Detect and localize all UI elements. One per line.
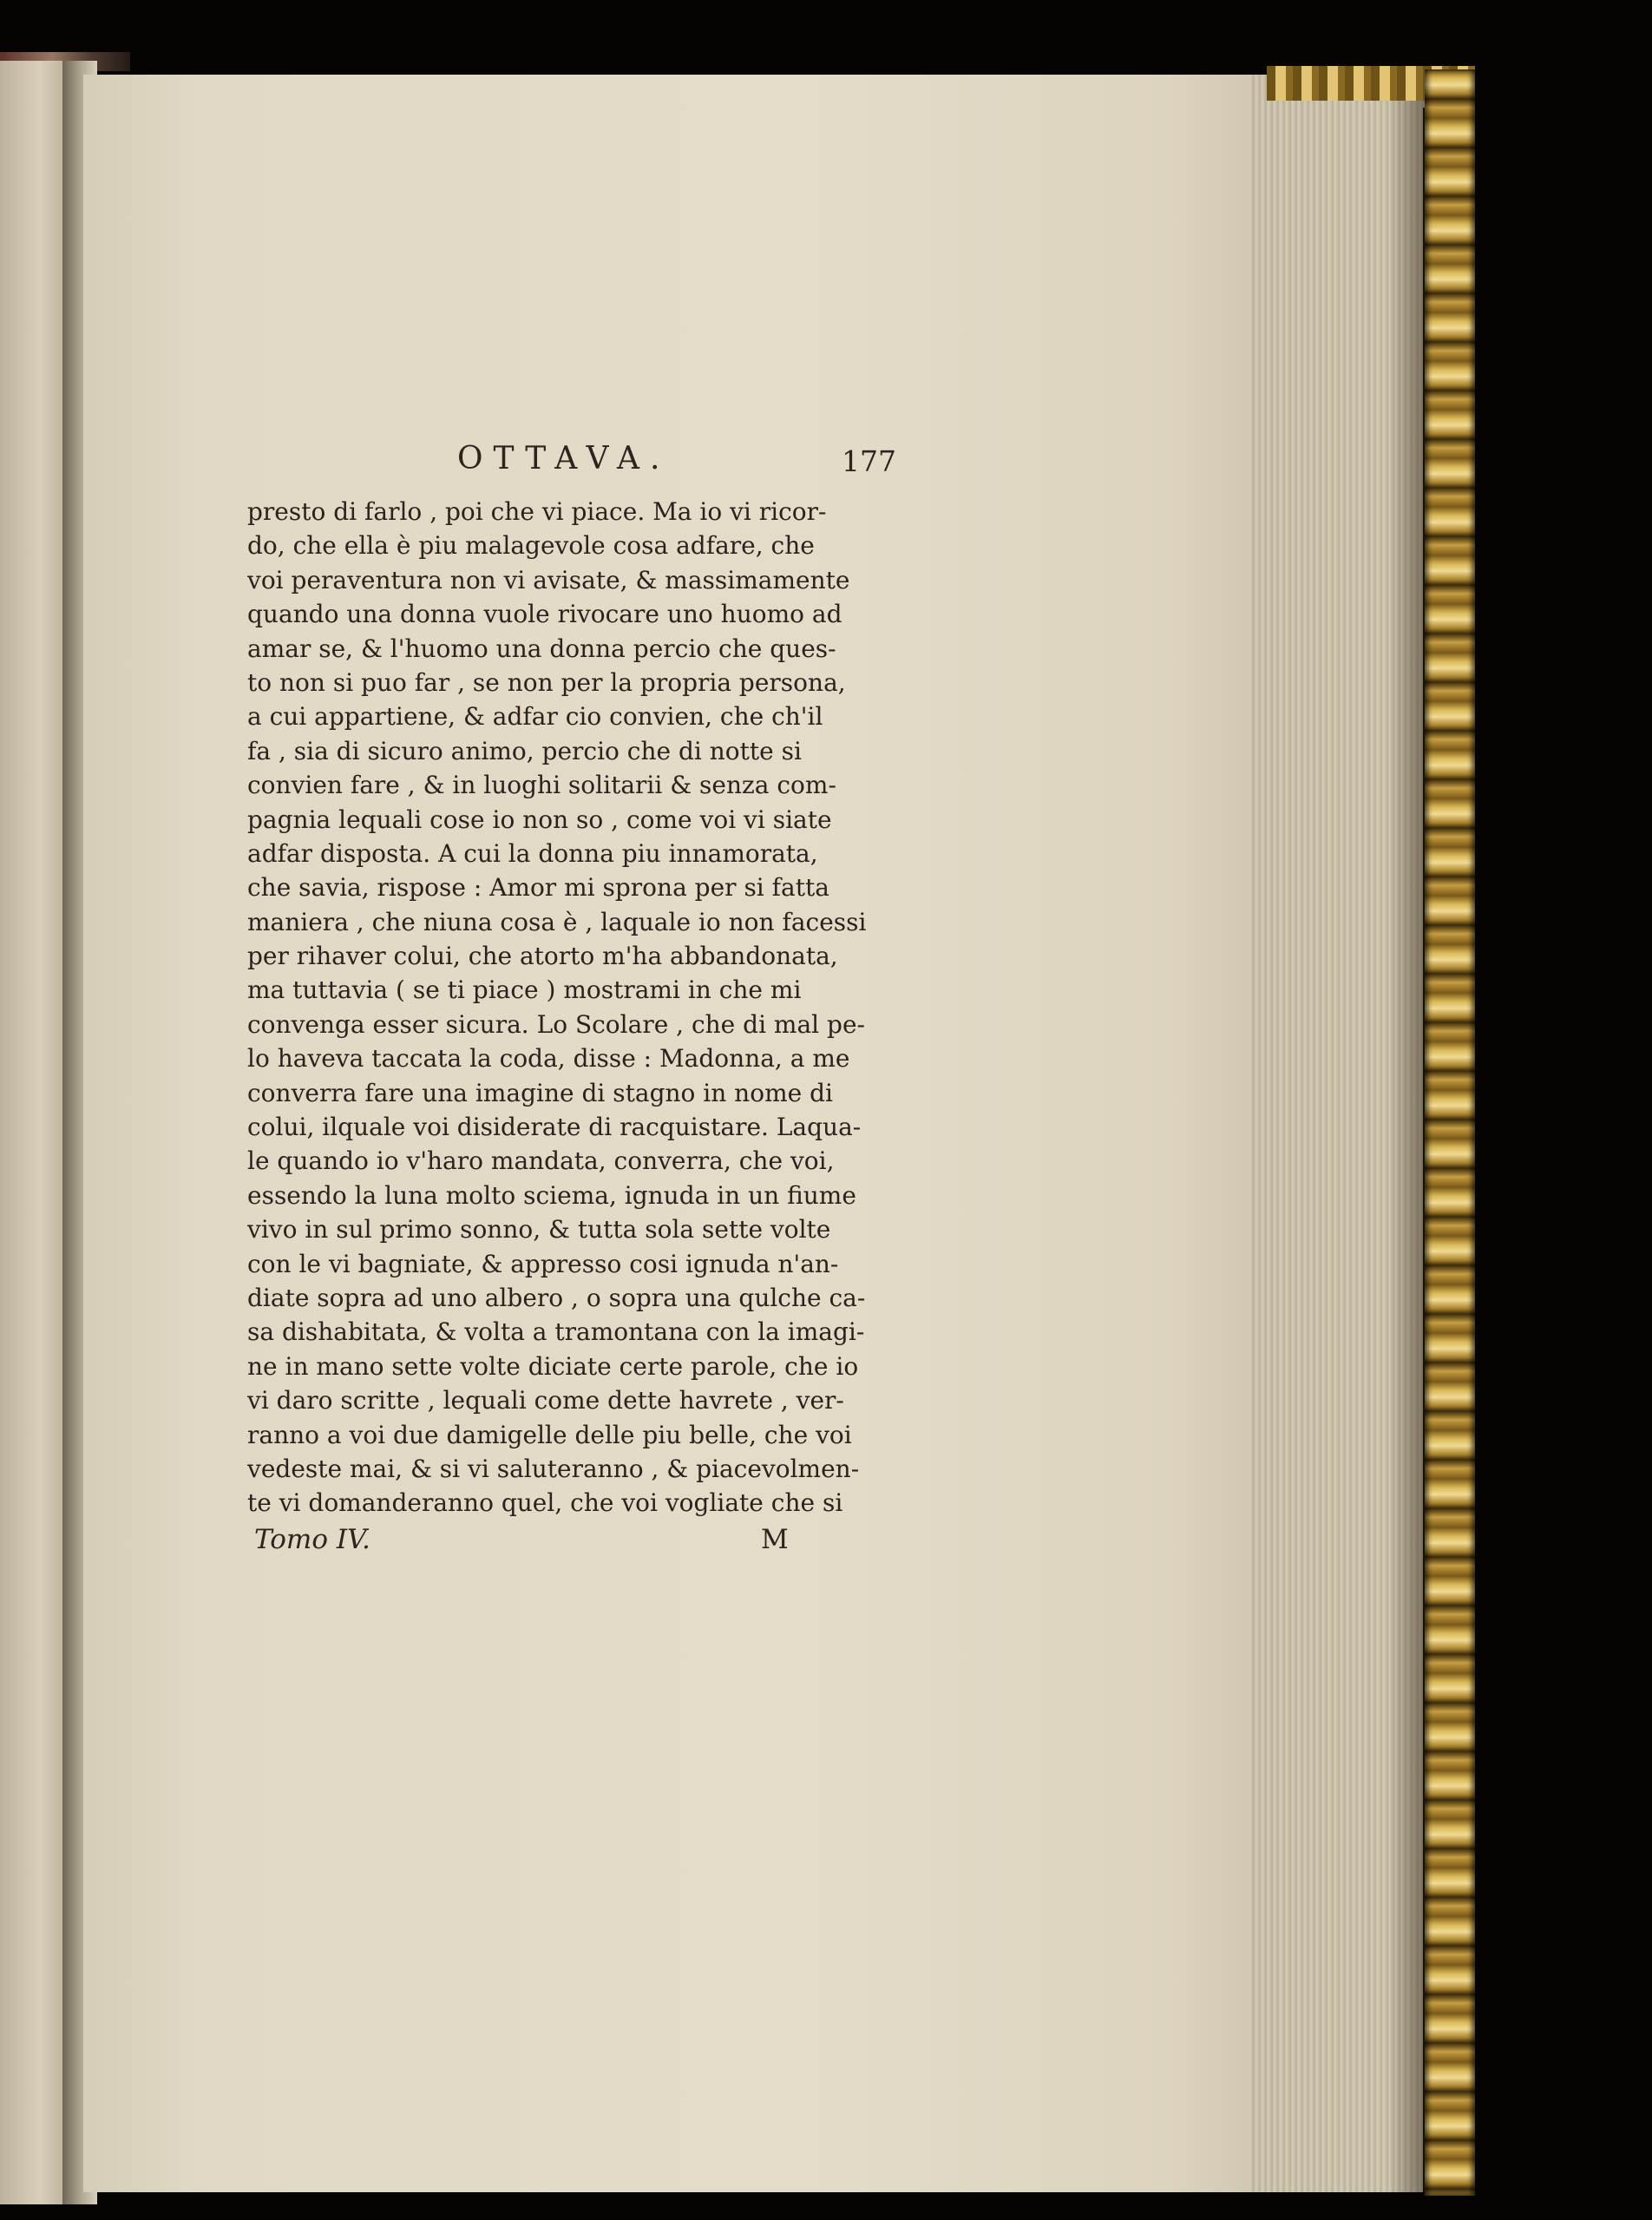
text-line: quando una donna vuole rivocare uno huomo ad: [247, 600, 842, 629]
text-line: ne in mano sette volte diciate certe parole, che io: [247, 1351, 859, 1381]
running-title: OTTAVA.: [457, 441, 671, 476]
text-line: to non si puo far , se non per la propria persona,: [247, 667, 846, 697]
text-line: amar se, & l'huomo una donna percio che ques-: [247, 634, 836, 663]
text-line: te vi domanderanno quel, che voi vogliate che si: [247, 1488, 843, 1518]
text-line: ranno a voi due damigelle delle piu belle, che voi: [247, 1420, 852, 1449]
text-line: a cui appartiene, & adfar cio convien, che ch'il: [247, 702, 823, 732]
text-block: [247, 441, 907, 1567]
text-line: ma tuttavia ( se ti piace ) mostrami in che mi: [247, 975, 802, 1005]
text-line: vivo in sul primo sonno, & tutta sola sette volte: [247, 1215, 831, 1245]
text-line: convien fare , & in luoghi solitarii & senza com-: [247, 771, 836, 800]
text-line: che savia, rispose : Amor mi sprona per si fatta: [247, 873, 829, 903]
text-line: adfar disposta. A cui la donna piu innamorata,: [247, 838, 818, 868]
text-line: vedeste mai, & si vi saluteranno , & piacevolmen-: [247, 1454, 860, 1483]
page-number: 177: [842, 444, 896, 478]
text-line: pagnia lequali cose io non so , come voi vi siate: [247, 805, 832, 834]
text-line: vi daro scritte , lequali come dette havrete , ver-: [247, 1386, 844, 1415]
running-head: [247, 441, 907, 495]
text-line: con le vi bagniate, & appresso cosi ignuda n'an-: [247, 1249, 839, 1278]
text-line: voi peraventura non vi avisate, & massimamente: [247, 565, 850, 594]
text-line: fa , sia di sicuro animo, percio che di notte si: [247, 736, 802, 765]
body-text: [247, 495, 907, 1521]
text-line: per rihaver colui, che atorto m'ha abbandonata,: [247, 942, 838, 971]
text-line: essendo la luna molto sciema, ignuda in un fiume: [247, 1180, 856, 1210]
text-line: colui, ilquale voi disiderate di racquistare. Laqua-: [247, 1113, 862, 1142]
text-line: maniera , che niuna cosa è , laquale io non facessi: [247, 907, 867, 936]
text-line: diate sopra ad uno albero , o sopra una qulche ca-: [247, 1283, 866, 1312]
volume-label: Tomo IV.: [254, 1523, 370, 1555]
signature-mark: M: [761, 1523, 789, 1555]
fore-edge-shadow: [1388, 75, 1427, 2192]
text-line: lo haveva taccata la coda, disse : Madonna, a me: [247, 1044, 850, 1074]
text-line: presto di farlo , poi che vi piace. Ma io vi ricor-: [247, 497, 827, 526]
text-line: le quando io v'haro mandata, converra, che voi,: [247, 1146, 835, 1176]
text-line: convenga esser sicura. Lo Scolare , che di mal pe-: [247, 1009, 865, 1039]
page-footer: [247, 1524, 907, 1567]
gilt-binding-edge: [1425, 69, 1475, 2196]
text-line: sa dishabitata, & volta a tramontana con la imagi-: [247, 1317, 865, 1347]
text-line: converra fare una imagine di stagno in nome di: [247, 1078, 833, 1107]
text-line: do, che ella è piu malagevole cosa adfare, che: [247, 531, 815, 561]
